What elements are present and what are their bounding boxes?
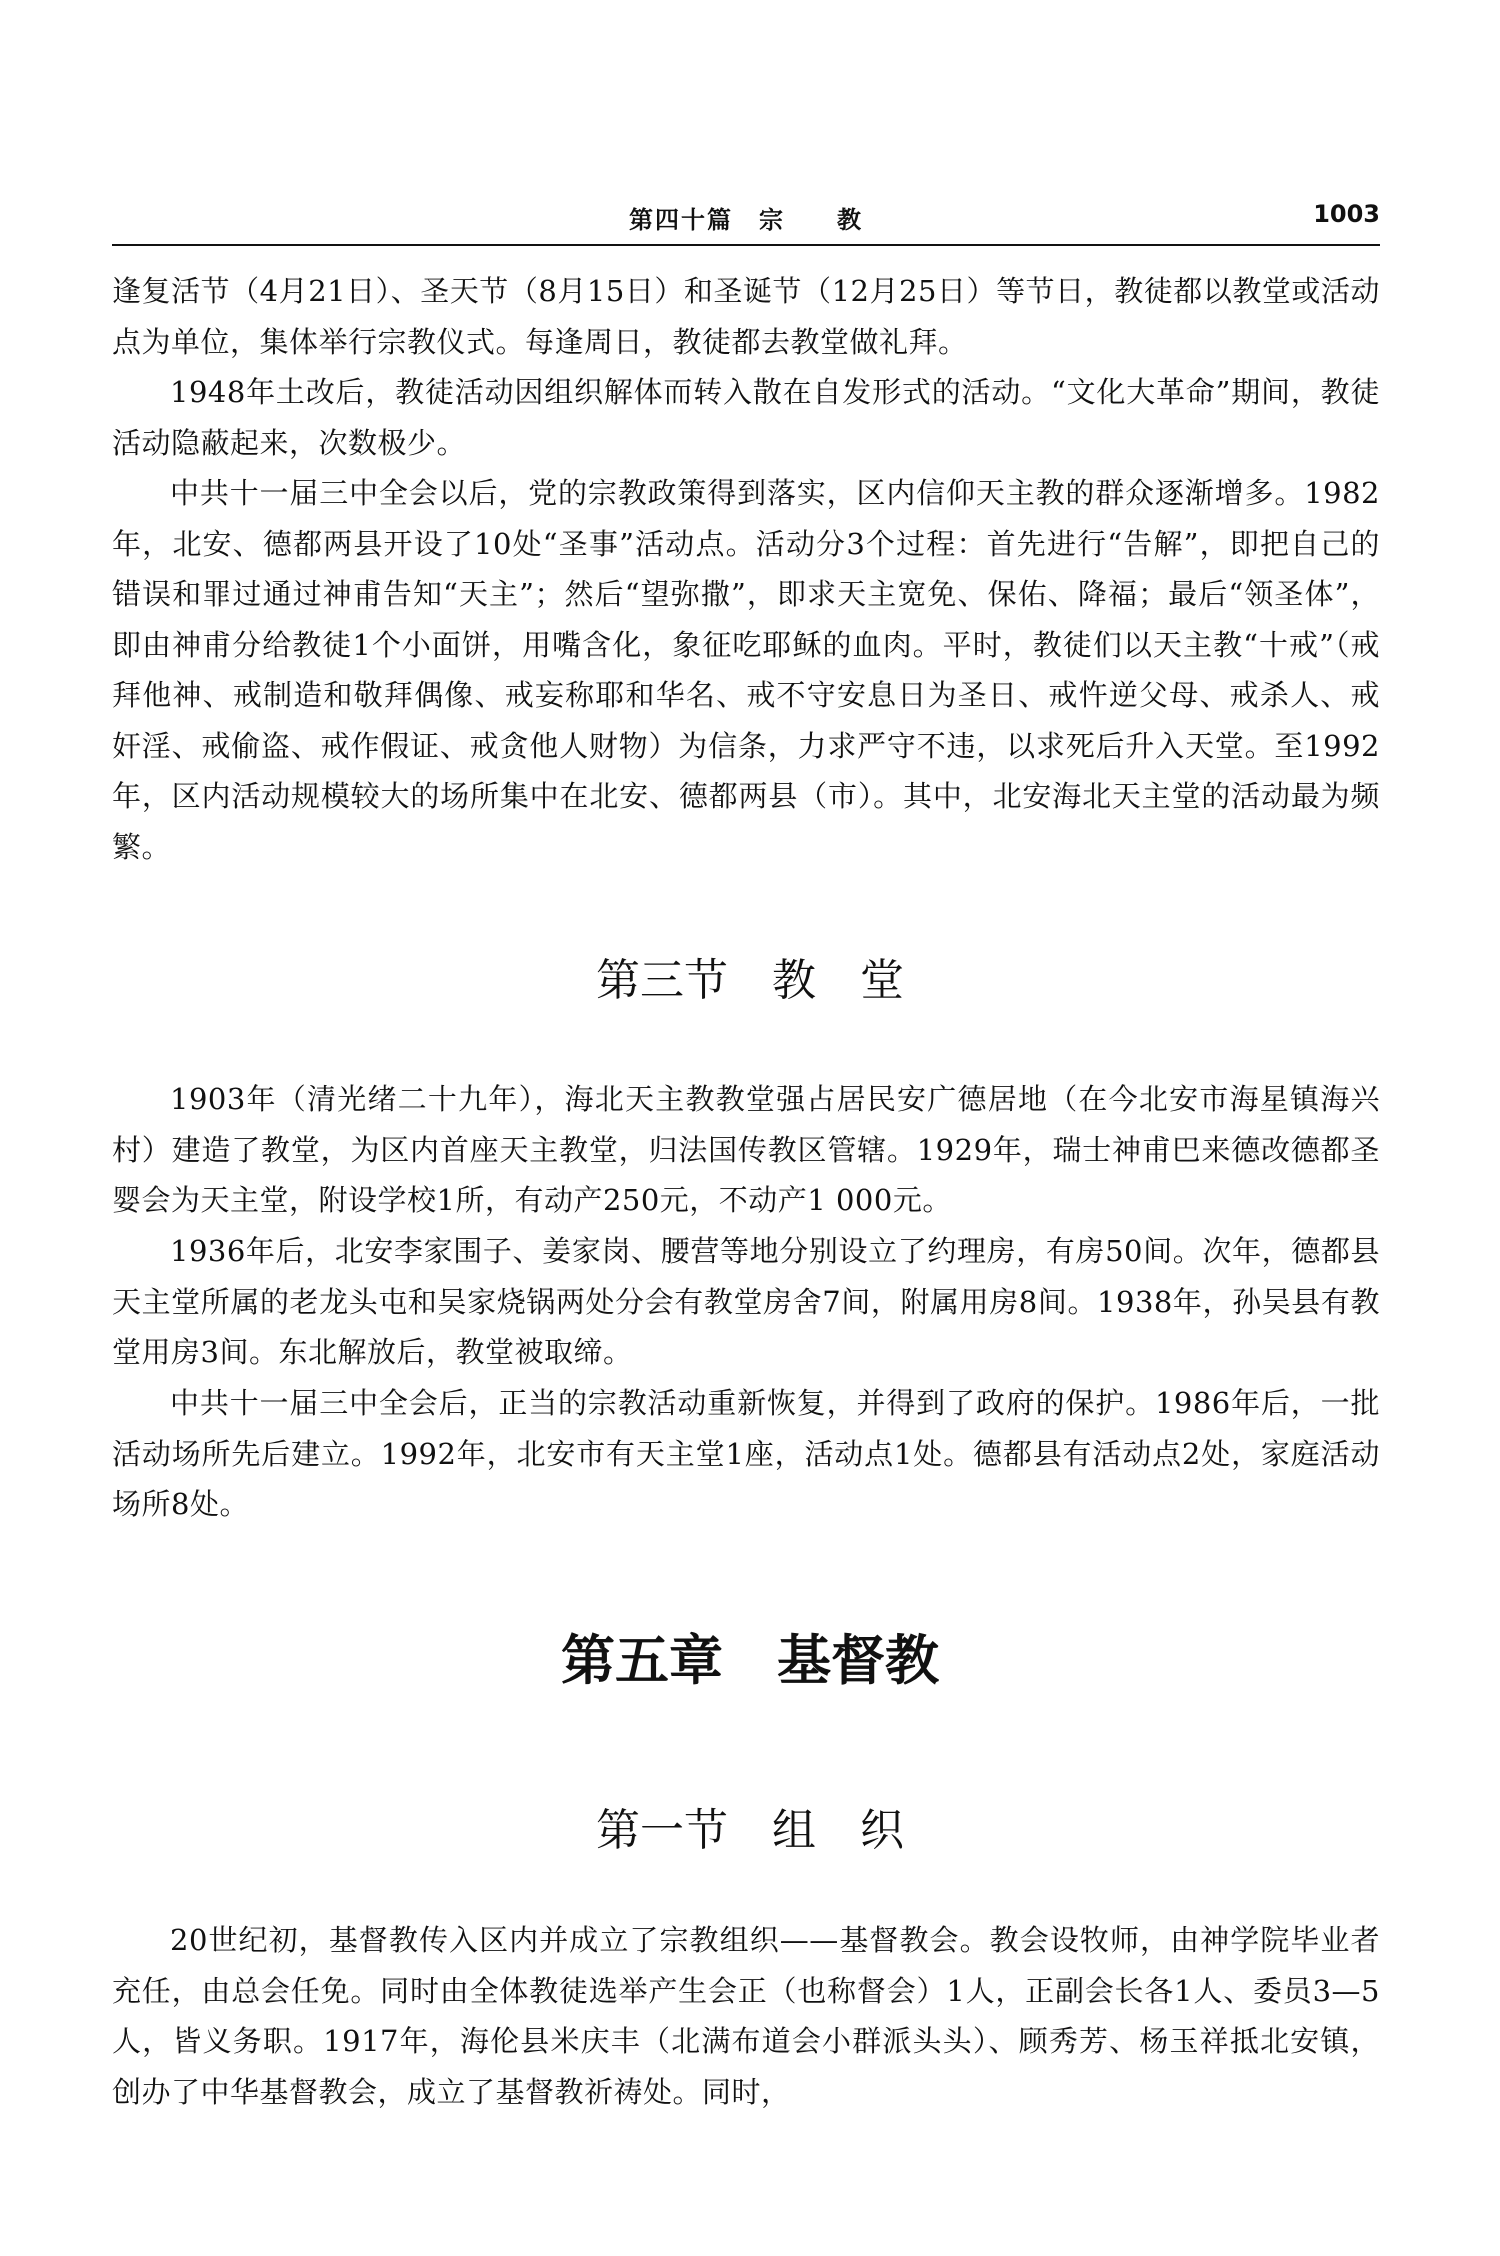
running-header-title: 第四十篇 宗 教	[629, 206, 863, 234]
section-heading-organization: 第一节 组 织	[596, 1805, 904, 1856]
chapter-heading-christianity: 第五章 基督教	[561, 1629, 939, 1692]
paragraph-festivals: 逢复活节（4月21日）、圣天节（8月15日）和圣诞节（12月25日）等节日，教徒都以教堂或活动点为单位，集体举行宗教仪式。每逢周日，教徒都去教堂做礼拜。	[112, 274, 1380, 359]
paragraph-church-buildings: 1936年后，北安李家围子、姜家岗、腰营等地分别设立了约理房，有房50间。次年，德都县天主堂所属的老龙头屯和吴家烧锅两处分会有教堂房舍7间，附属用房8间。1938年，孙吴县有教堂用房3间。东北解放后，教堂被取缔。	[112, 1234, 1380, 1369]
paragraph-first-church: 1903年（清光绪二十九年），海北天主教教堂强占居民安广德居地（在今北安市海星镇海兴村）建造了教堂，为区内首座天主教堂，归法国传教区管辖。1929年，瑞士神甫巴来德改德都圣婴会为天主堂，附设学校1所，有动产250元，不动产1 000元。	[112, 1082, 1380, 1217]
section-heading-churches: 第三节 教 堂	[596, 955, 904, 1006]
paragraph-land-reform: 1948年土改后，教徒活动因组织解体而转入散在自发形式的活动。“文化大革命”期间，教徒活动隐蔽起来，次数极少。	[112, 375, 1380, 460]
paragraph-christian-organization: 20世纪初，基督教传入区内并成立了宗教组织——基督教会。教会设牧师，由神学院毕业者充任，由总会任免。同时由全体教徒选举产生会正（也称督会）1人，正副会长各1人、委员3—5人，皆义务职。1917年，海伦县米庆丰（北满布道会小群派头头）、顾秀芳、杨玉祥抵北安镇，创办了中华基督教会，成立了基督教祈祷处。同时，	[112, 1923, 1380, 2109]
running-header	[112, 200, 1380, 240]
paragraph-policy-revival: 中共十一届三中全会以后，党的宗教政策得到落实，区内信仰天主教的群众逐渐增多。1982年，北安、德都两县开设了10处“圣事”活动点。活动分3个过程：首先进行“告解”，即把自己的错误和罪过通过神甫告知“天主”；然后“望弥撒”，即求天主宽免、保佑、降福；最后“领圣体”，即由神甫分给教徒1个小面饼，用嘴含化，象征吃耶稣的血肉。平时，教徒们以天主教“十戒”（戒拜他神、戒制造和敬拜偶像、戒妄称耶和华名、戒不守安息日为圣日、戒忤逆父母、戒杀人、戒奸淫、戒偷盗、戒作假证、戒贪他人财物）为信条，力求严守不违，以求死后升入天堂。至1992年，区内活动规模较大的场所集中在北安、德都两县（市）。其中，北安海北天主堂的活动最为频繁。	[112, 476, 1380, 864]
header-rule	[112, 244, 1380, 246]
paragraph-restoration: 中共十一届三中全会后，正当的宗教活动重新恢复，并得到了政府的保护。1986年后，一批活动场所先后建立。1992年，北安市有天主堂1座，活动点1处。德都县有活动点2处，家庭活动场所8处。	[112, 1386, 1380, 1521]
page-number: 1003	[1313, 200, 1380, 228]
